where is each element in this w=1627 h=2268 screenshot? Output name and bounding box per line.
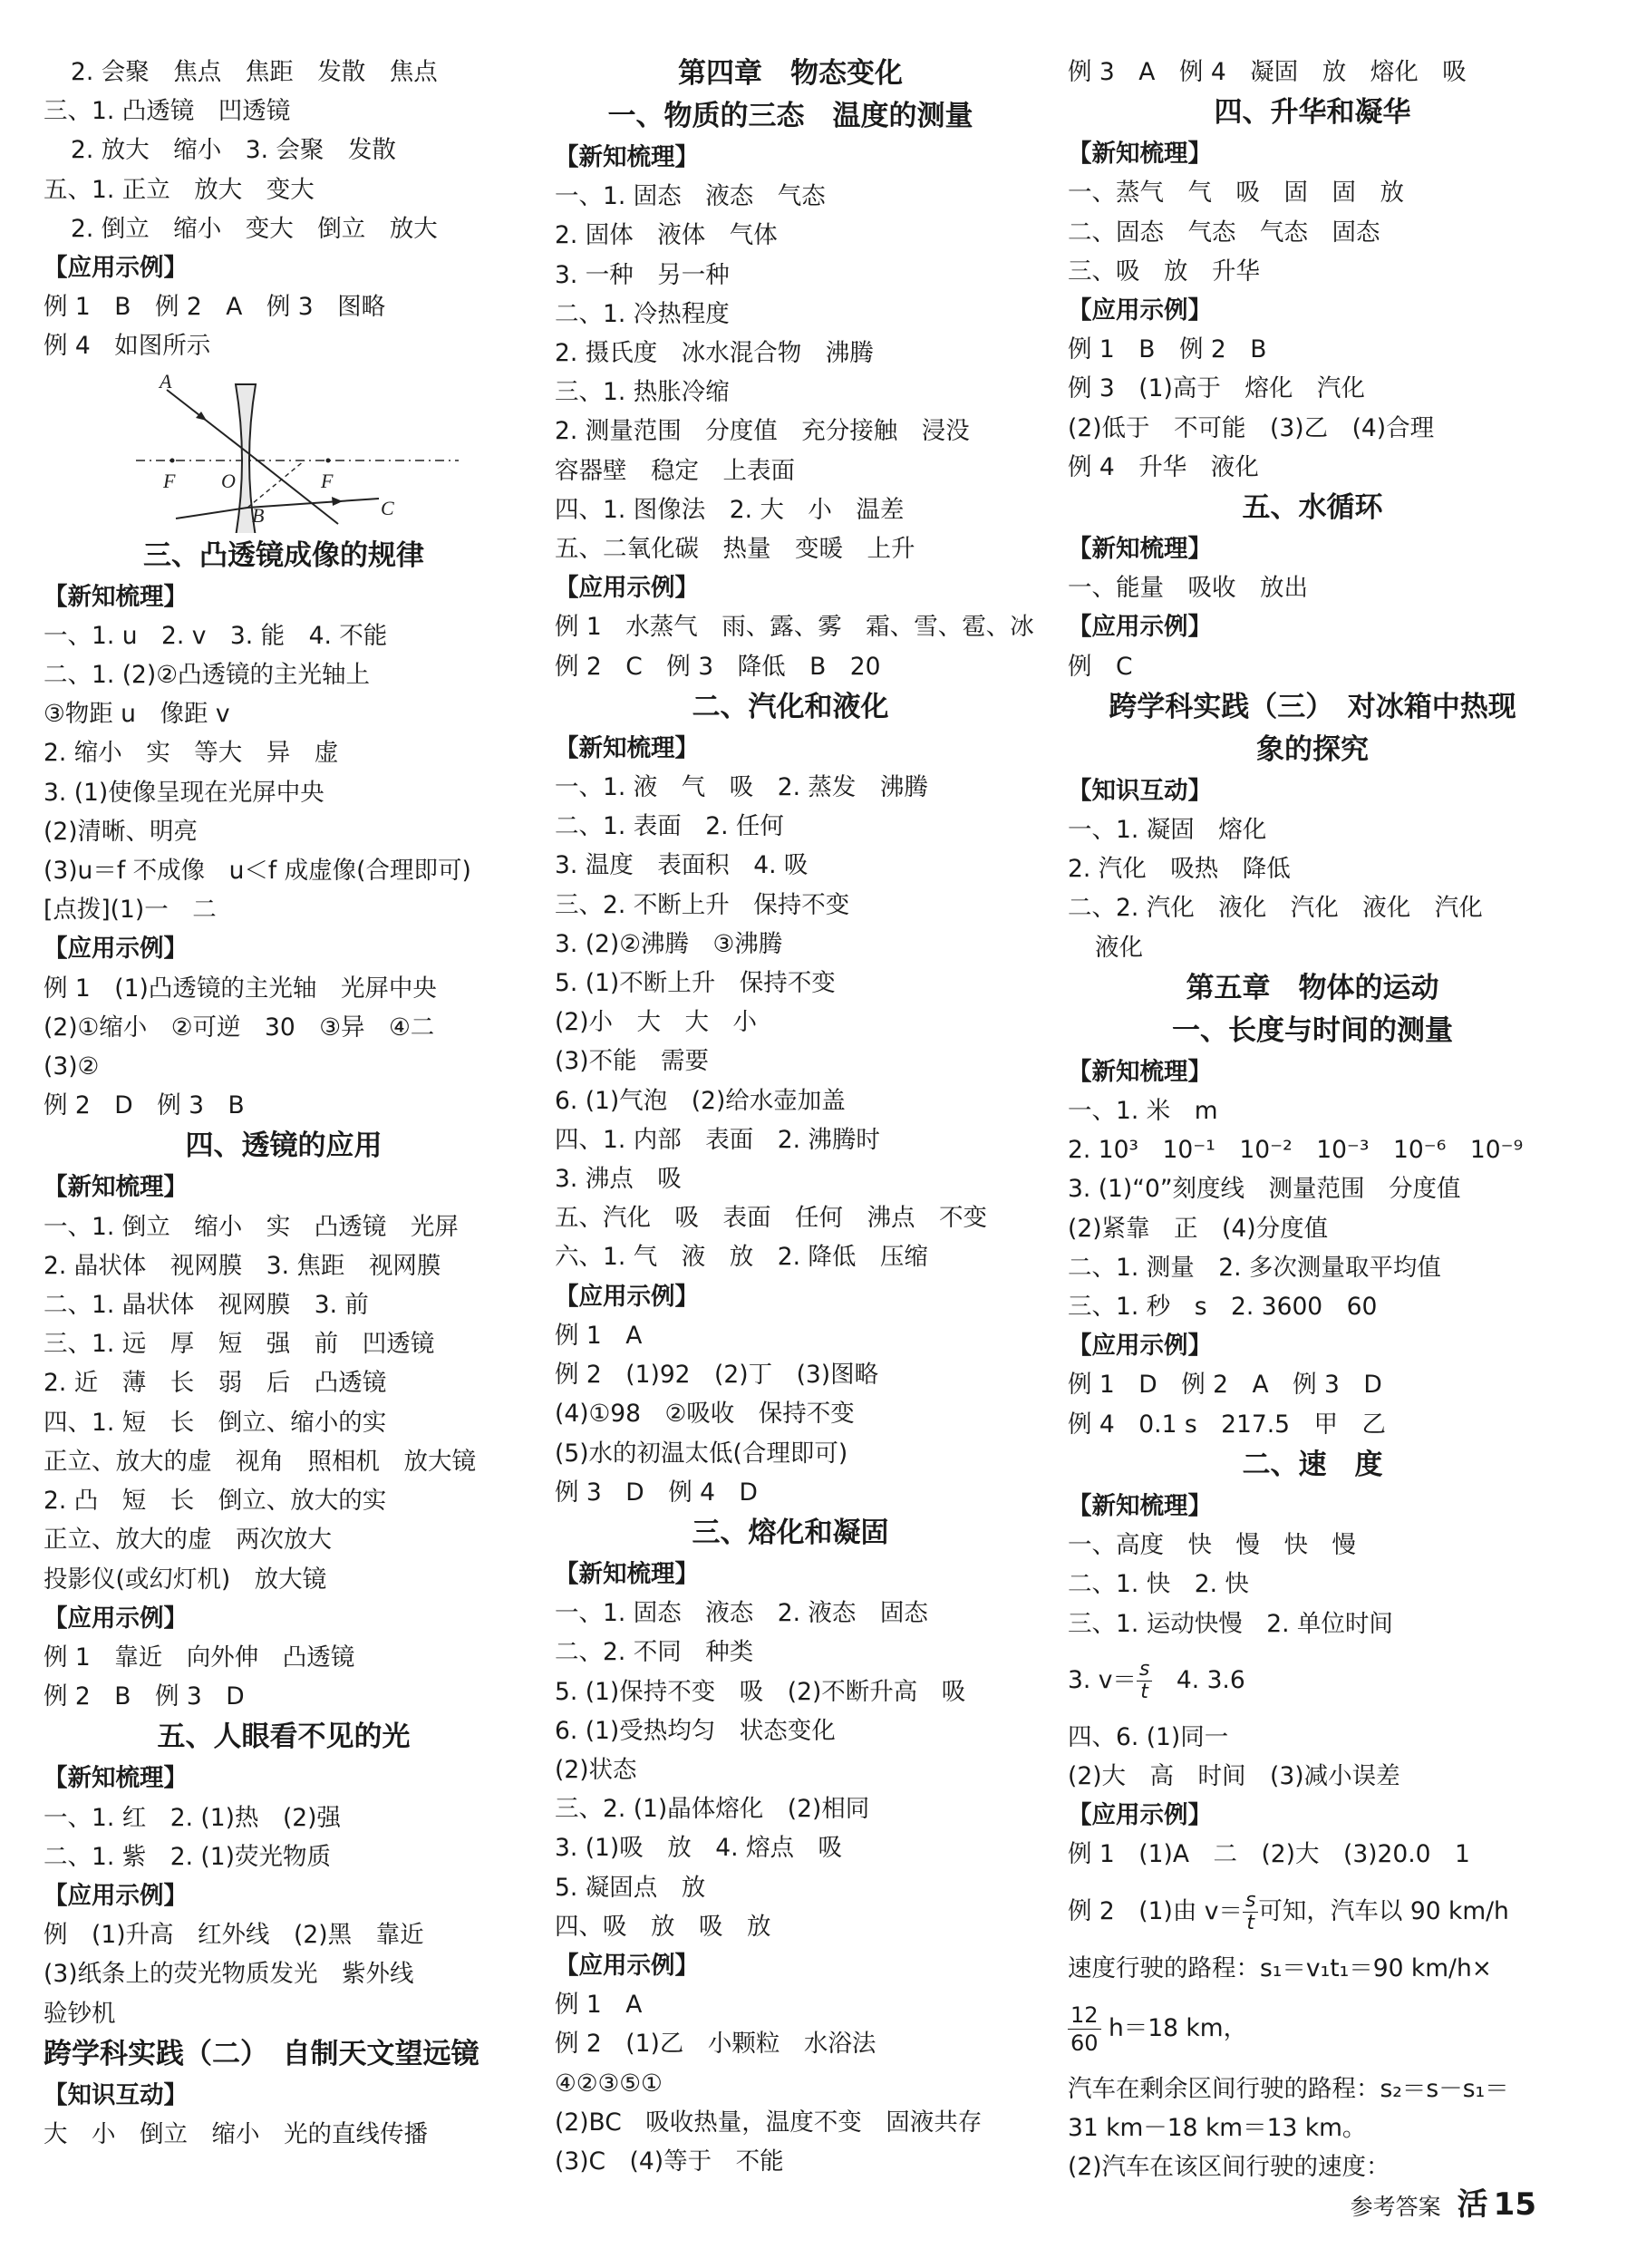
answer-line: 二、1. 表面 2. 任何 [555, 812, 784, 841]
answer-line: 2. 固体 液体 气体 [555, 221, 778, 250]
section-label: 【新知梳理】 [555, 733, 699, 762]
answer-line: 二、1. (2)②凸透镜的主光轴上 [44, 661, 371, 690]
page-number: 15 [1493, 2186, 1536, 2223]
answer-line: 例 1 (1)凸透镜的主光轴 光屏中央 [44, 974, 437, 1003]
answer-line: 一、1. 红 2. (1)热 (2)强 [44, 1803, 341, 1832]
section-label: 【新知梳理】 [1068, 140, 1212, 169]
section-label: 【新知梳理】 [555, 143, 699, 171]
section-title: 跨学科实践（二） 自制天文望远镜 [44, 2037, 479, 2070]
answer-line: (2)清晰、明亮 [44, 817, 199, 846]
section-title: 二、速 度 [1242, 1448, 1383, 1481]
answer-line: 一、高度 快 慢 快 慢 [1068, 1531, 1356, 1560]
section-title: 四、升华和凝华 [1214, 96, 1411, 130]
answer-line: 例 1 A [555, 1991, 643, 2020]
formula-text: 可知，汽车以 90 km/h [1258, 1896, 1509, 1925]
section-title: 五、人眼看不见的光 [157, 1720, 411, 1754]
answer-line: 例 1 B 例 2 B [1068, 335, 1267, 364]
answer-line: 3. 温度 表面积 4. 吸 [555, 851, 809, 880]
point-label: A [160, 369, 172, 393]
fraction [1137, 1659, 1152, 1703]
formula-text: 3. v＝ [1068, 1665, 1137, 1694]
answer-line: 2. 测量范围 分度值 充分接触 浸没 [555, 417, 970, 446]
brand-mark: 活 [1457, 2186, 1488, 2223]
answer-line: 2. 汽化 吸热 降低 [1068, 855, 1291, 884]
answer-line: 正立、放大的虚 两次放大 [44, 1526, 332, 1555]
answer-line: (2)BC 吸收热量，温度不变 固液共存 [555, 2108, 983, 2137]
page-footer [1351, 2179, 1536, 2224]
answer-line: 3. (1)使像呈现在光屏中央 [44, 778, 324, 807]
answer-line: 三、1. 凸透镜 凹透镜 [44, 97, 291, 126]
section-label: 【应用示例】 [1068, 1332, 1212, 1361]
answer-line: 三、2. 不断上升 保持不变 [555, 890, 850, 919]
answer-line: 例 C [1068, 652, 1133, 681]
answer-line: 例 1 B 例 2 A 例 3 图略 [44, 293, 386, 322]
point-label: F [321, 469, 334, 492]
answer-line: (4)①98 ②吸收 保持不变 [555, 1400, 855, 1429]
answer-line: 一、能量 吸收 放出 [1068, 574, 1308, 603]
section-label: 【应用示例】 [44, 1604, 188, 1633]
answer-line: 3. (1)“0”刻度线 测量范围 分度值 [1068, 1175, 1461, 1204]
answer-line: 一、1. 液 气 吸 2. 蒸发 沸腾 [555, 773, 928, 802]
answer-line: 2. 晶状体 视网膜 3. 焦距 视网膜 [44, 1251, 441, 1280]
formula-text: h＝18 km， [1100, 2013, 1248, 2042]
answer-line: 速度行驶的路程：s₁＝v₁t₁＝90 km/h× [1068, 1953, 1492, 1982]
point-label: C [381, 496, 394, 519]
point-label: O [221, 469, 236, 492]
formula-text: 例 2 (1)由 v＝ [1068, 1896, 1243, 1925]
answer-line: 例 1 (1)A 二 (2)大 (3)20.0 1 [1068, 1840, 1470, 1869]
answer-line: (3)② [44, 1052, 100, 1081]
section-label: 【新知梳理】 [44, 1173, 188, 1202]
section-label: 【新知梳理】 [1068, 1057, 1212, 1086]
answer-line: (3)u＝f 不成像 u＜f 成虚像(合理即可) [44, 857, 471, 886]
answer-line: 2. 放大 缩小 3. 会聚 发散 [71, 136, 396, 165]
point-label: B [252, 503, 265, 527]
answer-line: 四、1. 内部 表面 2. 沸腾时 [555, 1125, 880, 1154]
fraction-numerator: 12 [1068, 2001, 1101, 2030]
fraction-numerator: s [1243, 1890, 1258, 1913]
answer-line: 大 小 倒立 缩小 光的直线传播 [44, 2119, 428, 2148]
answer-line: 二、固态 气态 气态 固态 [1068, 218, 1380, 247]
answer-line: 3. (1)吸 放 4. 熔点 吸 [555, 1834, 842, 1863]
answer-line: (2)小 大 大 小 [555, 1008, 758, 1037]
column-right [1068, 53, 1557, 2186]
answer-line: (2)大 高 时间 (3)减小误差 [1068, 1761, 1400, 1790]
answer-line: 例 3 A 例 4 凝固 放 熔化 吸 [1068, 58, 1467, 86]
formula-line [1068, 1875, 1557, 1949]
answer-line: 二、1. 紫 2. (1)荧光物质 [44, 1842, 331, 1871]
answer-line: 一、蒸气 气 吸 固 固 放 [1068, 179, 1404, 208]
answer-line: 3. 一种 另一种 [555, 260, 730, 289]
answer-line: 二、1. 快 2. 快 [1068, 1570, 1249, 1599]
answer-line: ④②③⑤① [555, 2069, 663, 2098]
answer-line: 2. 会聚 焦点 焦距 发散 焦点 [71, 58, 438, 86]
answer-line: (2)状态 [555, 1755, 637, 1784]
answer-line: 5. (1)保持不变 吸 (2)不断升高 吸 [555, 1677, 966, 1706]
chapter-title: 第五章 物体的运动 [1186, 971, 1439, 1004]
section-label: 【应用示例】 [555, 1951, 699, 1980]
section-label: 【应用示例】 [1068, 613, 1212, 642]
answer-line: 例 1 D 例 2 A 例 3 D [1068, 1371, 1382, 1400]
answer-line: 五、1. 正立 放大 变大 [44, 175, 315, 204]
answer-line: 2. 缩小 实 等大 异 虚 [44, 739, 339, 768]
answer-line: 2. 凸 短 长 倒立、放大的实 [44, 1487, 387, 1516]
fraction-denominator: t [1140, 1680, 1148, 1703]
answer-line: 二、1. 冷热程度 [555, 299, 730, 328]
section-title: 二、汽化和液化 [692, 690, 889, 723]
formula-line [1068, 1988, 1557, 2069]
answer-line: 例 1 A [555, 1321, 643, 1350]
answer-line: 6. (1)气泡 (2)给水壶加盖 [555, 1086, 846, 1115]
answer-line: 5. (1)不断上升 保持不变 [555, 969, 836, 998]
answer-line: 3. (2)②沸腾 ③沸腾 [555, 929, 783, 958]
answer-line: (3)纸条上的荧光物质发光 紫外线 [44, 1960, 414, 1989]
answer-line: 二、1. 测量 2. 多次测量取平均值 [1068, 1253, 1441, 1282]
footer-label: 参考答案 [1350, 2194, 1441, 2220]
answer-line: 一、1. 固态 液态 气态 [555, 182, 826, 211]
answer-line: 液化 [1095, 933, 1143, 962]
answer-line: 五、二氧化碳 热量 变暖 上升 [555, 535, 915, 564]
section-title: 三、凸透镜成像的规律 [143, 538, 424, 572]
answer-line: ③物距 u 像距 v [44, 700, 230, 729]
lens-ray-diagram [134, 370, 460, 533]
fraction [1243, 1890, 1258, 1934]
answer-line: 容器壁 稳定 上表面 [555, 456, 795, 485]
answer-line: [点拨](1)一 二 [44, 896, 217, 925]
fraction-denominator: t [1246, 1911, 1254, 1934]
answer-line: 二、2. 汽化 液化 汽化 液化 汽化 [1068, 894, 1483, 923]
section-label: 【应用示例】 [1068, 296, 1212, 325]
section-title: 三、熔化和凝固 [692, 1516, 889, 1549]
section-title: 一、长度与时间的测量 [1172, 1013, 1453, 1047]
section-label: 【应用示例】 [555, 574, 699, 603]
answer-line: 正立、放大的虚 视角 照相机 放大镜 [44, 1447, 476, 1476]
answer-line: 四、吸 放 吸 放 [555, 1912, 771, 1941]
answer-line: (3)C (4)等于 不能 [555, 2147, 784, 2176]
section-label: 【新知梳理】 [1068, 1491, 1212, 1520]
section-title: 象的探究 [1256, 732, 1369, 766]
section-label: 【知识互动】 [44, 2080, 188, 2109]
answer-line: 2. 10³ 10⁻¹ 10⁻² 10⁻³ 10⁻⁶ 10⁻⁹ [1068, 1136, 1524, 1165]
answer-line: 一、1. 米 m [1068, 1097, 1218, 1126]
section-title: 五、水循环 [1242, 491, 1383, 525]
answer-line: 例 (1)升高 红外线 (2)黑 靠近 [44, 1921, 424, 1950]
answer-line: 31 km－18 km＝13 km。 [1068, 2113, 1367, 2142]
answer-line: 例 1 水蒸气 雨、露、雾 霜、雪、雹、冰 [555, 613, 1034, 642]
answer-line: 例 3 (1)高于 熔化 汽化 [1068, 374, 1365, 403]
answer-line: (2)①缩小 ②可逆 30 ③异 ④二 [44, 1013, 435, 1042]
fraction-numerator: s [1137, 1659, 1152, 1682]
section-label: 【应用示例】 [44, 254, 188, 283]
answer-line: 三、2. (1)晶体熔化 (2)相同 [555, 1795, 870, 1824]
fraction [1068, 2001, 1101, 2057]
section-label: 【应用示例】 [44, 935, 188, 964]
section-label: 【应用示例】 [555, 1282, 699, 1311]
answer-line: 二、1. 晶状体 视网膜 3. 前 [44, 1291, 369, 1320]
answer-line: 汽车在剩余区间行驶的路程：s₂＝s－s₁＝ [1068, 2074, 1509, 2103]
answer-line: (2)汽车在该区间行驶的速度： [1068, 2153, 1390, 2182]
answer-line: 四、1. 短 长 倒立、缩小的实 [44, 1408, 387, 1437]
section-label: 【新知梳理】 [1068, 535, 1212, 564]
answer-line: 三、吸 放 升华 [1068, 257, 1260, 286]
point-label: F [163, 469, 176, 492]
section-label: 【新知梳理】 [44, 582, 188, 611]
answer-line: 三、1. 热胀冷缩 [555, 378, 730, 407]
answer-line: 四、6. (1)同一 [1068, 1722, 1229, 1751]
answer-line: (2)低于 不可能 (3)乙 (4)合理 [1068, 413, 1435, 442]
answer-line: 例 2 C 例 3 降低 B 20 [555, 652, 881, 681]
answer-line: 投影仪(或幻灯机) 放大镜 [44, 1565, 327, 1594]
answer-line: 例 2 (1)92 (2)丁 (3)图略 [555, 1361, 879, 1390]
formula-line [1068, 1643, 1557, 1718]
answer-line: 三、1. 运动快慢 2. 单位时间 [1068, 1609, 1393, 1638]
answer-line: 一、1. u 2. v 3. 能 4. 不能 [44, 621, 388, 650]
answer-line: 例 4 0.1 s 217.5 甲 乙 [1068, 1410, 1387, 1439]
answer-line: 2. 近 薄 长 弱 后 凸透镜 [44, 1369, 387, 1398]
answer-line: 六、1. 气 液 放 2. 降低 压缩 [555, 1243, 928, 1272]
answer-line: 例 2 D 例 3 B [44, 1091, 245, 1120]
column-left [44, 53, 524, 2154]
answer-line: 三、1. 秒 s 2. 3600 60 [1068, 1293, 1378, 1322]
section-label: 【知识互动】 [1068, 776, 1212, 805]
answer-line: (3)不能 需要 [555, 1047, 710, 1076]
section-title: 四、透镜的应用 [185, 1129, 383, 1163]
answer-line: 2. 倒立 缩小 变大 倒立 放大 [71, 214, 438, 243]
answer-line: 二、2. 不同 种类 [555, 1638, 754, 1667]
answer-line: 一、1. 倒立 缩小 实 凸透镜 光屏 [44, 1212, 459, 1241]
answer-line: 例 4 如图所示 [44, 332, 211, 361]
answer-line: (2)紧靠 正 (4)分度值 [1068, 1214, 1329, 1243]
section-label: 【应用示例】 [1068, 1801, 1212, 1830]
answer-line: 三、1. 远 厚 短 强 前 凹透镜 [44, 1330, 435, 1359]
answer-line: 例 1 靠近 向外伸 凸透镜 [44, 1643, 355, 1672]
answer-line: 五、汽化 吸 表面 任何 沸点 不变 [555, 1204, 987, 1233]
answer-line: 验钞机 [44, 1999, 116, 2028]
section-title: 一、物质的三态 温度的测量 [607, 100, 973, 132]
answer-line: 一、1. 固态 液态 2. 液态 固态 [555, 1599, 928, 1628]
answer-line: 一、1. 凝固 熔化 [1068, 816, 1267, 845]
answer-line: 例 2 (1)乙 小颗粒 水浴法 [555, 2030, 876, 2059]
section-title: 跨学科实践（三） 对冰箱中热现 [1109, 690, 1516, 723]
answer-line: 例 2 B 例 3 D [44, 1682, 245, 1711]
answer-line: 5. 凝固点 放 [555, 1873, 706, 1902]
formula-text: 4. 3.6 [1152, 1665, 1245, 1694]
section-label: 【应用示例】 [44, 1881, 188, 1910]
answer-line: 3. 沸点 吸 [555, 1165, 682, 1194]
section-label: 【新知梳理】 [555, 1559, 699, 1588]
section-label: 【新知梳理】 [44, 1764, 188, 1793]
fraction-denominator: 60 [1070, 2030, 1099, 2056]
answer-line: 例 3 D 例 4 D [555, 1478, 758, 1507]
answer-line: 例 4 升华 液化 [1068, 452, 1259, 481]
answer-line: 四、1. 图像法 2. 大 小 温差 [555, 495, 905, 524]
chapter-title: 第四章 物态变化 [678, 57, 903, 90]
answer-line: (5)水的初温太低(合理即可) [555, 1439, 848, 1468]
answer-line: 2. 摄氏度 冰水混合物 沸腾 [555, 339, 874, 368]
answer-line: 6. (1)受热均匀 状态变化 [555, 1716, 836, 1745]
column-middle [555, 53, 1034, 2181]
